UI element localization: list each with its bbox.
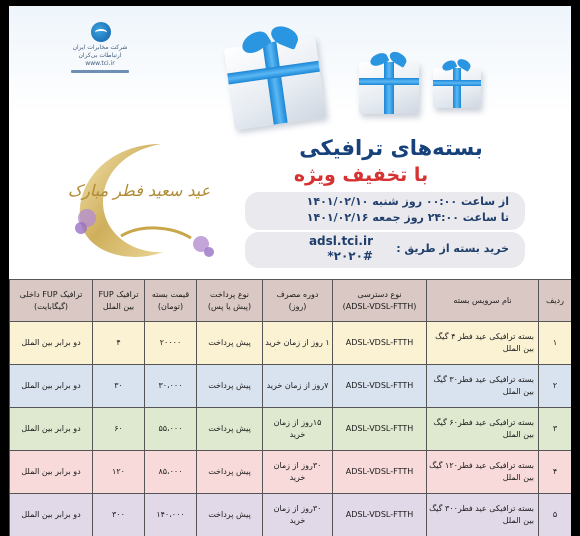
promo-title: بسته‌های ترافیکی (299, 136, 483, 160)
purchase-channel-box (245, 232, 525, 268)
promo-subtitle: با تخفیف ویژه (293, 164, 429, 186)
col-header-row-number: ردیف (539, 280, 572, 322)
cell-payment-type: پیش پرداخت (197, 451, 263, 494)
cell-access-type: ADSL-VDSL-FTTH (333, 408, 427, 451)
eid-calligraphy: عید سعید فطر مبارک (67, 181, 211, 200)
col-header-intl-fup: ترافیک FUP بین الملل (93, 280, 145, 322)
cell-intl-fup: ۶۰ (93, 408, 145, 451)
cell-domestic-fup: دو برابر بین الملل (10, 494, 93, 536)
cell-row-number: ۵ (539, 494, 572, 536)
packages-table (9, 279, 571, 536)
cell-payment-type: پیش پرداخت (197, 322, 263, 365)
cell-payment-type: پیش پرداخت (197, 365, 263, 408)
cell-price: ۱۴۰،۰۰۰ (145, 494, 197, 536)
col-header-access-type: نوع دسترسی (ADSL-VDSL-FTTH) (333, 280, 427, 322)
col-header-domestic-fup: ترافیک FUP داخلی (گیگابایت) (10, 280, 93, 322)
cell-row-number: ۱ (539, 322, 572, 365)
cell-price: ۵۵،۰۰۰ (145, 408, 197, 451)
cell-usage-period: ۳۰روز از زمان خرید (263, 494, 333, 536)
promo-banner (9, 6, 571, 274)
cell-access-type: ADSL-VDSL-FTTH (333, 322, 427, 365)
table-row (10, 365, 572, 408)
cell-domestic-fup: دو برابر بین الملل (10, 451, 93, 494)
cell-usage-period: ۷روز از زمان خرید (263, 365, 333, 408)
tci-logo-icon (91, 22, 111, 42)
cell-row-number: ۳ (539, 408, 572, 451)
page-frame (9, 6, 571, 536)
logo-company-name: شرکت مخابرات ایران (72, 44, 128, 51)
cell-domestic-fup: دو برابر بین الملل (10, 408, 93, 451)
promo-end-time: تا ساعت ۲۴:۰۰ روز جمعه ۱۴۰۱/۰۲/۱۶ (306, 211, 509, 224)
logo-tagline: ارتباطات بی‌کران (78, 52, 122, 59)
col-header-payment-type: نوع پرداخت (پیش یا پس) (197, 280, 263, 322)
cell-domestic-fup: دو برابر بین الملل (10, 322, 93, 365)
cell-row-number: ۴ (539, 451, 572, 494)
purchase-url-link[interactable]: adsl.tci.ir (308, 234, 373, 248)
cell-service-name: بسته ترافیکی عید فطر۳۰ گیگ بین الملل (427, 365, 539, 408)
cell-usage-period: ۱۵روز از زمان خرید (263, 408, 333, 451)
cell-row-number: ۲ (539, 365, 572, 408)
cell-payment-type: پیش پرداخت (197, 408, 263, 451)
col-header-service-name: نام سرویس بسته (427, 280, 539, 322)
cell-access-type: ADSL-VDSL-FTTH (333, 365, 427, 408)
cell-service-name: بسته ترافیکی عید فطر۶۰ گیگ بین الملل (427, 408, 539, 451)
cell-price: ۲۰۰۰۰ (145, 322, 197, 365)
gift-box-small (433, 68, 481, 108)
tci-logo (65, 18, 135, 80)
col-header-usage-period: دوره مصرف (روز) (263, 280, 333, 322)
table-row (10, 494, 572, 536)
cell-service-name: بسته ترافیکی عید فطر ۴ گیگ بین الملل (427, 322, 539, 365)
purchase-label: خرید بسته از طریق : (396, 242, 509, 255)
promo-period-box (245, 192, 525, 230)
cell-price: ۸۵،۰۰۰ (145, 451, 197, 494)
logo-divider (71, 70, 129, 73)
table-header-row (10, 280, 572, 322)
cell-price: ۳۰،۰۰۰ (145, 365, 197, 408)
cell-domestic-fup: دو برابر بین الملل (10, 365, 93, 408)
gift-boxes-illustration (189, 16, 549, 141)
col-header-price: قیمت بسته (تومان) (145, 280, 197, 322)
cell-intl-fup: ۱۲۰ (93, 451, 145, 494)
promo-start-time: از ساعت ۰۰:۰۰ روز شنبه ۱۴۰۱/۰۲/۱۰ (306, 195, 509, 208)
purchase-ussd-code: *۲۰۲۰# (327, 249, 373, 263)
eid-crescent-moon (51, 136, 221, 266)
packages-table-container (9, 279, 571, 536)
table-row (10, 408, 572, 451)
gift-box-medium (359, 62, 419, 114)
cell-service-name: بسته ترافیکی عید فطر۳۰۰ گیگ بین الملل (427, 494, 539, 536)
table-row (10, 451, 572, 494)
cell-intl-fup: ۴ (93, 322, 145, 365)
cell-service-name: بسته ترافیکی عید فطر۱۲۰ گیگ بین الملل (427, 451, 539, 494)
cell-payment-type: پیش پرداخت (197, 494, 263, 536)
cell-usage-period: ۳۰روز از زمان خرید (263, 451, 333, 494)
cell-access-type: ADSL-VDSL-FTTH (333, 494, 427, 536)
logo-website: www.tci.ir (85, 60, 115, 67)
gift-box-large (224, 36, 327, 130)
cell-intl-fup: ۳۰ (93, 365, 145, 408)
cell-access-type: ADSL-VDSL-FTTH (333, 451, 427, 494)
cell-usage-period: ۱ روز از زمان خرید (263, 322, 333, 365)
table-row (10, 322, 572, 365)
cell-intl-fup: ۳۰۰ (93, 494, 145, 536)
